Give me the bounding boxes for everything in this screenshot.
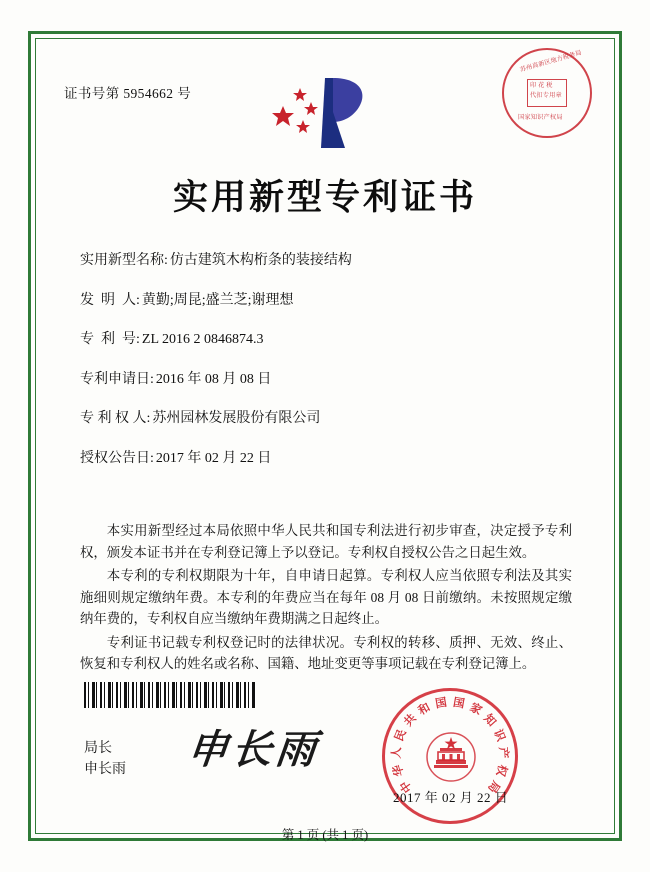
seal-arc-char: 知 (481, 712, 498, 729)
field-row (80, 410, 570, 428)
seal-arc-char: 共 (402, 712, 419, 729)
seal-arc-char: 和 (416, 701, 433, 718)
seal-date: 2017 年 02 月 22 日 (393, 790, 509, 805)
field-label: 授权公告日: (80, 450, 154, 466)
seal-arc-char: 中 (398, 778, 415, 795)
body-paragraph-1: 本实用新型经过本局依照中华人民共和国专利法进行初步审查，决定授予专利权，颁发本证书并在专利登记簿上予以登记。专利权自授权公告之日起生效。 (80, 523, 572, 560)
seal-arc-char: 国 (452, 696, 466, 711)
tax-stamp-seal (502, 48, 594, 140)
seal-arc-char: 国 (434, 696, 448, 711)
field-label: 专利申请日: (80, 371, 154, 387)
certificate-number: 证书号第 5954662 号 (64, 86, 192, 101)
page-title: 实用新型专利证书 (172, 178, 477, 217)
field-value: 仿古建筑木构桁条的装接结构 (169, 253, 352, 268)
field-value: 苏州园林发展股份有限公司 (152, 411, 321, 426)
seal-arc-char: 权 (493, 763, 509, 778)
patent-fields (80, 252, 570, 489)
field-value: 2017 年 02 月 22 日 (155, 450, 272, 466)
certificate-body (80, 520, 572, 677)
seal-arc-char: 人 (390, 746, 404, 759)
field-row (80, 450, 570, 468)
director-name-label: 申长雨 (84, 762, 126, 777)
field-label: 实用新型名称: (80, 253, 168, 268)
seal-arc-bottom-text: 国家知识产权局 (518, 114, 563, 121)
field-label: 专 利 号: (80, 332, 140, 347)
seal-arc-char: 华 (391, 763, 407, 778)
field-row (80, 371, 570, 389)
field-row (80, 331, 570, 349)
patent-office-logo-icon (269, 72, 379, 154)
field-row (80, 292, 570, 310)
seal-arc-char: 民 (393, 727, 409, 744)
field-row (80, 252, 570, 270)
page-footer: 第 1 页 (共 1 页) (281, 828, 369, 842)
body-paragraph-3: 专利证书记载专利权登记时的法律状况。专利权的转移、质押、无效、终止、恢复和专利权人的姓名或名称、国籍、地址变更等事项记载在专利登记簿上。 (80, 634, 572, 671)
handwritten-signature: 申长雨 (185, 727, 323, 772)
seal-arc-char: 家 (467, 701, 484, 718)
seal-line-1: 印 花 税 (530, 82, 553, 89)
field-value: ZL 2016 2 0846874.3 (141, 332, 264, 347)
director-title-label: 局长 (84, 741, 112, 756)
body-paragraph-2: 本专利的专利权期限为十年，自申请日起算。专利权人应当依照专利法及其实施细则规定缴纳年费。本专利的年费应当在每年 08 月 08 日前缴纳。未按照规定缴纳年费的，专利权自应当缴纳年费期满之日起终止。 (80, 568, 572, 626)
seal-arc-char: 产 (496, 746, 510, 759)
seal-arc-char: 局 (485, 778, 502, 795)
signature-labels (84, 738, 126, 780)
barcode (84, 682, 256, 708)
seal-arc-char: 识 (491, 727, 507, 744)
seal-arc-top-text: 苏州高新区地方税务局 (519, 49, 583, 74)
field-value: 2016 年 08 月 08 日 (155, 371, 272, 387)
field-label: 发 明 人: (80, 292, 140, 308)
field-value: 黄勤;周昆;盛兰芝;谢理想 (141, 292, 294, 308)
field-label: 专 利 权 人: (80, 411, 151, 426)
seal-line-2: 代扣专用章 (530, 92, 562, 99)
